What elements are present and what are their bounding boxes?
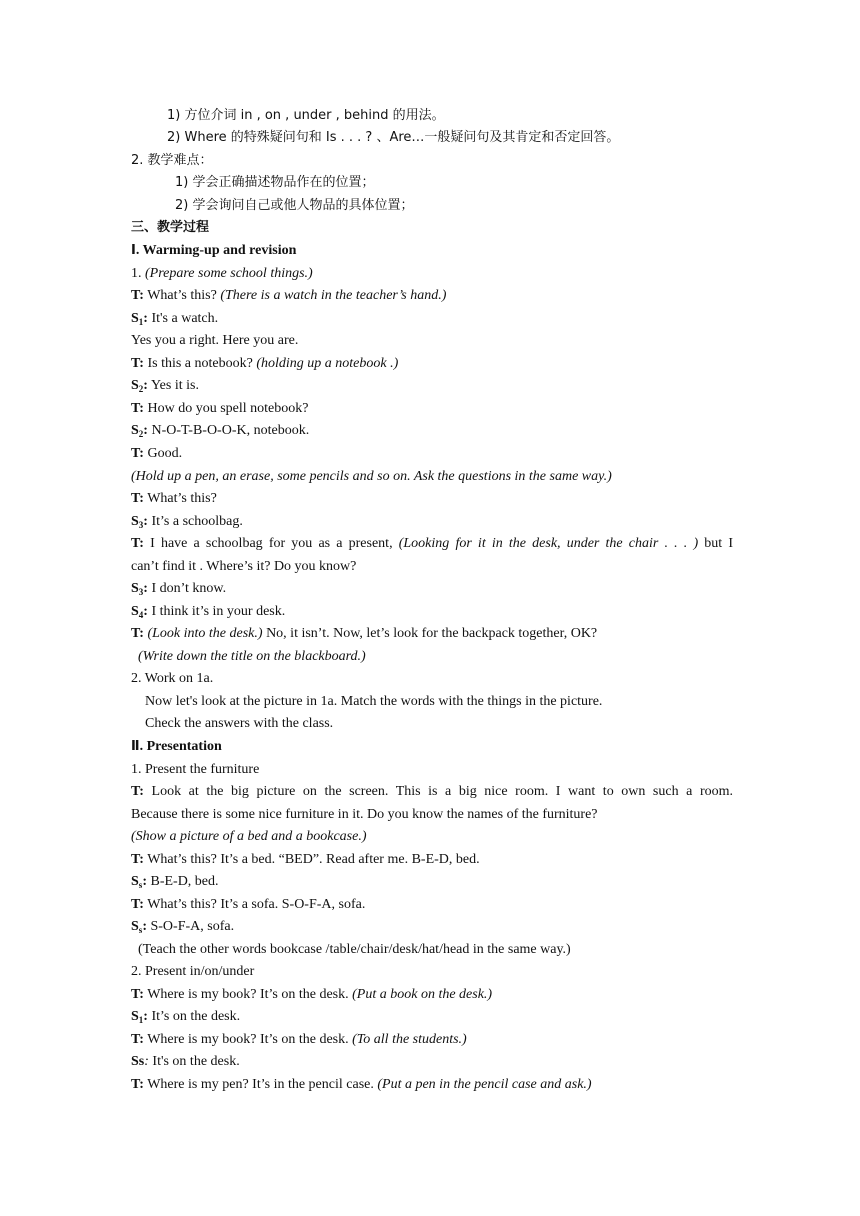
- speaker-colon: :: [143, 378, 148, 393]
- roman-numeral-2: Ⅱ: [131, 739, 140, 754]
- line-text: It’s a schoolbag.: [147, 514, 243, 529]
- step-heading: 2. Present in/on/under: [131, 964, 255, 979]
- speaker: T:: [131, 536, 144, 551]
- speaker-index: 2: [138, 429, 144, 439]
- section-title-warmup: . Warming-up and revision: [135, 243, 297, 258]
- speaker-colon: :: [143, 514, 148, 529]
- dialogue-line: [131, 1007, 733, 1026]
- speaker: S: [131, 378, 139, 393]
- line-text: Where is my book? It’s on the desk.: [143, 1032, 353, 1047]
- line-text: Look at the big picture on the screen. This is a big nice room. I want to own such a room.: [143, 784, 733, 799]
- dialogue-line: [131, 354, 733, 373]
- line-text: N-O-T-B-O-O-K, notebook.: [147, 423, 310, 438]
- dialogue-line: [131, 985, 733, 1004]
- section-heading-warmup: [131, 241, 733, 260]
- speaker: S: [131, 604, 139, 619]
- objective-item-1: 1) 方位介词 in , on , under , behind 的用法。: [167, 108, 445, 123]
- dialogue-line: [131, 895, 733, 914]
- speaker: T:: [131, 1032, 144, 1047]
- speaker: S: [131, 423, 139, 438]
- line-text: I have a schoolbag for you as a present,: [143, 536, 399, 551]
- line-text: Yes it is.: [147, 378, 199, 393]
- stage-direction: (holding up a notebook .): [256, 356, 399, 371]
- line-text: Is this a notebook?: [143, 356, 257, 371]
- speaker: T:: [131, 491, 144, 506]
- dialogue-line: [131, 624, 733, 643]
- speaker: S: [131, 514, 139, 529]
- dialogue-line: [131, 1052, 733, 1071]
- stage-direction: (Look into the desk.): [143, 626, 263, 641]
- stage-direction: (Show a picture of a bed and a bookcase.): [131, 829, 367, 844]
- speaker: T:: [131, 288, 144, 303]
- dialogue-line: [131, 579, 733, 598]
- speaker-index: s: [138, 880, 143, 890]
- line-text: but I: [698, 536, 733, 551]
- line-text: It’s on the desk.: [147, 1009, 241, 1024]
- speaker: S: [131, 581, 139, 596]
- speaker: T:: [131, 852, 144, 867]
- speaker-index: 3: [138, 587, 144, 597]
- dialogue-line: [131, 444, 733, 463]
- line-text: Good.: [143, 446, 183, 461]
- line-text: What’s this?: [143, 288, 221, 303]
- difficulties-heading: 2. 教学难点：: [131, 153, 213, 168]
- speaker-colon: :: [143, 311, 148, 326]
- speaker: T:: [131, 1077, 144, 1092]
- stage-direction: (Put a pen in the pencil case and ask.): [377, 1077, 592, 1092]
- stage-direction: (Teach the other words bookcase /table/chair/desk/hat/head in the same way.): [138, 942, 571, 957]
- dialogue-line: [131, 286, 733, 305]
- speaker: T:: [131, 897, 144, 912]
- speaker: T:: [131, 356, 144, 371]
- step-heading: 1. Present the furniture: [131, 762, 260, 777]
- speaker-colon: :: [142, 874, 147, 889]
- line-text: I think it’s in your desk.: [147, 604, 286, 619]
- dialogue-line: Yes you a right. Here you are.: [131, 333, 299, 348]
- line-text: Where is my book? It’s on the desk.: [143, 987, 353, 1002]
- line-text: S-O-F-A, sofa.: [146, 919, 235, 934]
- stage-direction: (Hold up a pen, an erase, some pencils and so on. Ask the questions in the same way.): [131, 469, 612, 484]
- line-text: How do you spell notebook?: [143, 401, 309, 416]
- stage-direction: (Prepare some school things.): [145, 266, 313, 281]
- dialogue-line: [131, 534, 733, 553]
- line-text: It's on the desk.: [148, 1054, 240, 1069]
- speaker: T:: [131, 446, 144, 461]
- dialogue-line: [131, 309, 733, 328]
- line-text: Where is my pen? It’s in the pencil case.: [143, 1077, 378, 1092]
- process-heading: 三、教学过程: [131, 220, 210, 235]
- instruction-line: Now let's look at the picture in 1a. Match the words with the things in the picture.: [145, 694, 603, 709]
- speaker: T:: [131, 626, 144, 641]
- dialogue-line: [131, 264, 733, 283]
- dialogue-line: [131, 512, 733, 531]
- speaker: T:: [131, 784, 144, 799]
- dialogue-line: [131, 1075, 733, 1094]
- section-heading-presentation: [131, 737, 733, 756]
- line-text: It's a watch.: [147, 311, 219, 326]
- dialogue-line: Because there is some nice furniture in it. Do you know the names of the furniture?: [131, 807, 598, 822]
- speaker-colon: :: [144, 1054, 149, 1069]
- speaker-colon: :: [142, 919, 147, 934]
- dialogue-line: [131, 489, 733, 508]
- dialogue-line: [131, 1030, 733, 1049]
- roman-numeral-1: Ⅰ: [131, 243, 136, 258]
- speaker: S: [131, 874, 139, 889]
- stage-direction: (To all the students.): [352, 1032, 467, 1047]
- dialogue-line: [131, 917, 733, 936]
- step-number: 1.: [131, 266, 145, 281]
- speaker: T:: [131, 401, 144, 416]
- dialogue-line: [131, 399, 733, 418]
- line-text: I don’t know.: [147, 581, 227, 596]
- speaker: S: [131, 1009, 139, 1024]
- stage-direction: (Looking for it in the desk, under the chair . . . ): [398, 536, 699, 551]
- dialogue-line: can’t find it . Where’s it? Do you know?: [131, 559, 357, 574]
- dialogue-line: [131, 602, 733, 621]
- instruction-line: Check the answers with the class.: [145, 716, 334, 731]
- stage-direction: (Put a book on the desk.): [352, 987, 493, 1002]
- speaker: Ss: [131, 1054, 145, 1069]
- dialogue-line: [131, 421, 733, 440]
- speaker-index: s: [138, 925, 143, 935]
- line-text: What’s this? It’s a bed. “BED”. Read after me. B-E-D, bed.: [143, 852, 480, 867]
- line-text: What’s this? It’s a sofa. S-O-F-A, sofa.: [143, 897, 366, 912]
- speaker-index: 1: [138, 1015, 144, 1025]
- speaker-colon: :: [143, 1009, 148, 1024]
- line-text: What’s this?: [143, 491, 217, 506]
- speaker: S: [131, 919, 139, 934]
- section-title-presentation: . Presentation: [139, 739, 222, 754]
- speaker-colon: :: [143, 604, 148, 619]
- step-heading: 2. Work on 1a.: [131, 671, 214, 686]
- objective-item-2: 2) Where 的特殊疑问句和 Is . . . ? 、Are…一般疑问句及其肯定和否定回答。: [167, 130, 620, 145]
- speaker-colon: :: [143, 423, 148, 438]
- dialogue-line: [131, 782, 733, 801]
- speaker-index: 1: [138, 317, 144, 327]
- stage-direction: (There is a watch in the teacher’s hand.): [220, 288, 447, 303]
- line-text: B-E-D, bed.: [146, 874, 219, 889]
- speaker-index: 3: [138, 520, 144, 530]
- speaker: T:: [131, 987, 144, 1002]
- speaker: S: [131, 311, 139, 326]
- speaker-colon: :: [143, 581, 148, 596]
- difficulty-item-2: 2) 学会询问自己或他人物品的具体位置；: [175, 198, 414, 213]
- dialogue-line: [131, 376, 733, 395]
- speaker-index: 4: [138, 610, 144, 620]
- difficulty-item-1: 1) 学会正确描述物品作在的位置；: [175, 175, 375, 190]
- stage-direction: (Write down the title on the blackboard.): [138, 649, 366, 664]
- dialogue-line: [131, 850, 733, 869]
- line-text: No, it isn’t. Now, let’s look for the backpack together, OK?: [262, 626, 598, 641]
- dialogue-line: [131, 872, 733, 891]
- speaker-index: 2: [138, 384, 144, 394]
